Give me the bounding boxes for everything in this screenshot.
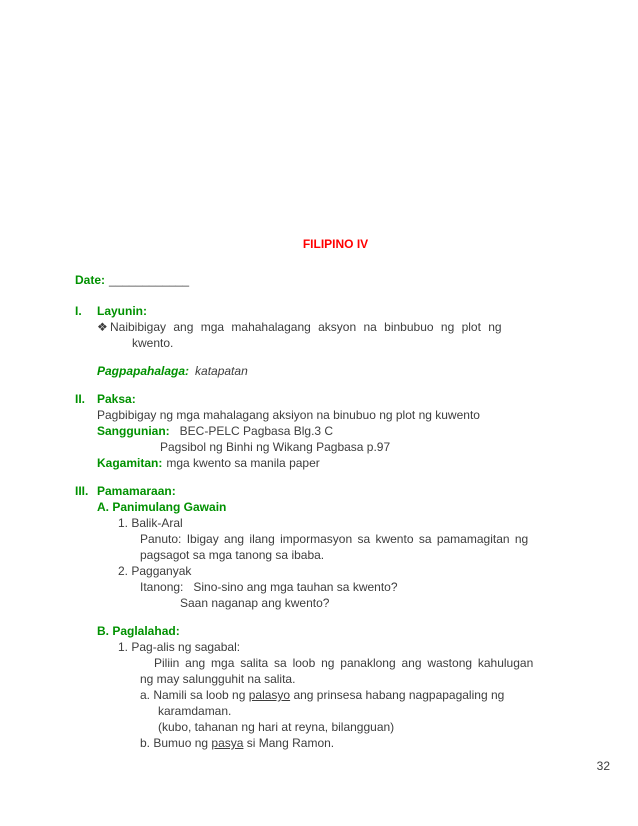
panuto-line-2: pagsagot sa mga tanong sa ibaba. — [140, 548, 325, 562]
kagamitan-label: Kagamitan: — [97, 456, 163, 470]
section-pamamaraan — [75, 483, 596, 751]
date-blank: ____________ — [109, 273, 190, 287]
sub-item-b-prefix: b. Bumuo ng — [140, 736, 212, 750]
layunin-numeral: I. — [75, 304, 82, 318]
objective-text — [110, 319, 596, 351]
sanggunian-line-2: Pagsibol ng Binhi ng Wikang Pagbasa p.97 — [160, 440, 391, 454]
pagpapahalaga-line — [97, 363, 596, 379]
panimulang-gawain-heading: A. Panimulang Gawain — [97, 500, 227, 514]
underlined-word-palasyo: palasyo — [248, 688, 291, 702]
sub-item-a-prefix: a. Namili sa loob ng — [140, 688, 249, 702]
paksa-text: Pagbibigay ng mga mahalagang aksiyon na binubuo ng plot ng kuwento — [97, 408, 480, 422]
paksa-content — [97, 391, 596, 471]
date-label: Date: — [75, 273, 106, 287]
sub-item-a-line-3: (kubo, tahanan ng hari at reyna, bilangguan) — [158, 720, 395, 734]
objective-line-2: kwento. — [132, 336, 174, 350]
pagpapahalaga-value: katapatan — [195, 364, 248, 378]
page-title: FILIPINO IV — [302, 237, 369, 251]
pagpapahalaga-label: Pagpapahalaga: — [97, 364, 190, 378]
itanong-line-2: Saan naganap ang kwento? — [180, 596, 330, 610]
objective-line-1: Naibibigay ang mga mahahalagang aksyon na binbubuo ng plot ng — [110, 320, 502, 334]
diamond-bullet-icon: ❖ — [97, 320, 108, 334]
layunin-heading: Layunin: — [97, 304, 147, 318]
sanggunian-value: BEC-PELC Pagbasa Blg.3 C — [179, 424, 334, 438]
piliin-line-2: ng may salungguhit na salita. — [140, 672, 296, 686]
itanong-line-1: Itanong: Sino-sino ang mga tauhan sa kwento? — [140, 580, 398, 594]
section-paksa — [75, 391, 596, 471]
piliin-line-1: Piliin ang mga salita sa loob ng panaklong ang wastong kahulugan — [154, 656, 534, 670]
kagamitan-value: mga kwento sa manila paper — [166, 456, 320, 470]
pamamaraan-heading: Pamamaraan: — [97, 484, 176, 498]
pagganyak-item: 2. Pagganyak — [118, 564, 192, 578]
section-layunin — [75, 303, 596, 379]
paksa-heading: Paksa: — [97, 392, 136, 406]
sanggunian-label: Sanggunian: — [97, 424, 170, 438]
underlined-word-pasya: pasya — [211, 736, 244, 750]
objective-item — [97, 319, 596, 351]
paksa-numeral: II. — [75, 392, 86, 406]
pamamaraan-content — [97, 483, 596, 751]
kagamitan-line — [97, 455, 596, 471]
sanggunian-line — [97, 423, 596, 439]
layunin-content — [97, 303, 596, 379]
page-number: 32 — [596, 759, 610, 773]
sub-item-a-suffix: ang prinsesa habang nagpapagaling ng — [290, 688, 505, 702]
pamamaraan-numeral: III. — [75, 484, 89, 498]
panuto-line-1: Panuto: Ibigay ang ilang impormasyon sa kwento sa pamamagitan ng — [140, 532, 529, 546]
sub-item-a-line-1 — [140, 687, 596, 703]
balik-aral-item: 1. Balik-Aral — [118, 516, 183, 530]
sub-item-a-line-2: karamdaman. — [158, 704, 232, 718]
paglalahad-heading: B. Paglalahad: — [97, 624, 180, 638]
sub-item-b-line — [140, 735, 596, 751]
date-line — [75, 272, 596, 288]
pag-alis-item: 1. Pag-alis ng sagabal: — [118, 640, 241, 654]
sub-item-b-suffix: si Mang Ramon. — [243, 736, 335, 750]
